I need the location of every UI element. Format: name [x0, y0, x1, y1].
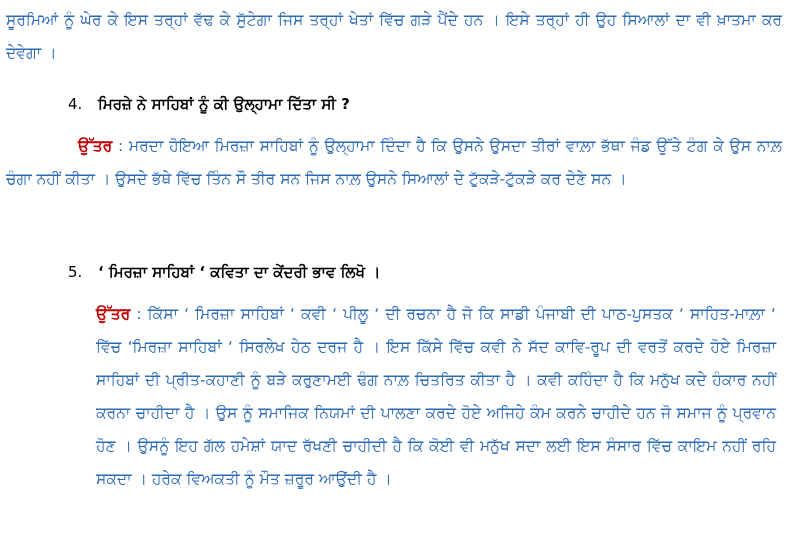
question-4 [68, 92, 768, 116]
question-number: 4. [68, 95, 83, 113]
answer-label: ਉੱਤਰ [96, 305, 131, 323]
answer-4 [6, 130, 782, 196]
question-text: ‘ ਮਿਰਜ਼ਾ ਸਾਹਿਬਾਂ ‘ ਕਵਿਤਾ ਦਾ ਕੇਂਦਰੀ ਭਾਵ ਲਿਖੋ । [98, 263, 381, 281]
question-number: 5. [68, 263, 83, 281]
answer-text: : ਮਰਦਾ ਹੋਇਆ ਮਿਰਜ਼ਾ ਸਾਹਿਬਾਂ ਨੂੰ ਉਲ੍ਹਾਮਾ ਦਿੰਦਾ ਹੈ ਕਿ ਉਸਨੇ ਉਸਦਾ ਤੀਰਾਂ ਵਾਲ਼ਾ ਭੱਥਾ ਜੰਡ ਉੱਤੇ ਟੰਗ ਕੇ ਉਸ ਨਾਲ਼ ਚੰਗਾ ਨਹੀਂ ਕੀਤਾ । ਉਸਦੇ ਭੱਥੇ ਵਿੱਚ ਤਿੰਨ ਸੌ ਤੀਰ ਸਨ ਜਿਸ ਨਾਲ਼ ਉਸਨੇ ਸਿਆਲਾਂ ਦੇ ਟੁੱਕੜੇ-ਟੁੱਕੜੇ ਕਰ ਦੇਣੇ ਸਨ । [6, 137, 782, 188]
answer-5 [96, 298, 776, 496]
intro-paragraph: ਸੂਰਮਿਆਂ ਨੂੰ ਘੇਰ ਕੇ ਇਸ ਤਰ੍ਹਾਂ ਵੱਢ ਕੇ ਸੁੱਟੇਗਾ ਜਿਸ ਤਰ੍ਹਾਂ ਖੇਤਾਂ ਵਿੱਚ ਗੜੇ ਪੈਂਦੇ ਹਨ । ਇਸੇ ਤਰ੍ਹਾਂ ਹੀ ਉਹ ਸਿਆਲਾਂ ਦਾ ਵੀ ਖ਼ਾਤਮਾ ਕਰ ਦੇਵੇਗਾ । [6, 11, 782, 62]
question-text: ਮਿਰਜ਼ੇ ਨੇ ਸਾਹਿਬਾਂ ਨੂੰ ਕੀ ਉਲ੍ਹਾਮਾ ਦਿੱਤਾ ਸੀ ? [98, 95, 350, 113]
answer-text: : ਕਿੱਸਾ ‘ ਮਿਰਜ਼ਾ ਸਾਹਿਬਾਂ ‘ ਕਵੀ ‘ ਪੀਲੂ ‘ ਦੀ ਰਚਨਾ ਹੈ ਜੋ ਕਿ ਸਾਡੀ ਪੰਜਾਬੀ ਦੀ ਪਾਠ-ਪੁਸਤਕ ‘ ਸਾਹਿਤ-ਮਾਲ਼ਾ ‘ ਵਿੱਚ ‘ਮਿਰਜ਼ਾ ਸਾਹਿਬਾਂ ‘ ਸਿਰਲੇਖ ਹੇਠ ਦਰਜ ਹੈ । ਇਸ ਕਿੱਸੇ ਵਿੱਚ ਕਵੀ ਨੇ ਸੱਦ ਕਾਵਿ-ਰੂਪ ਦੀ ਵਰਤੋਂ ਕਰਦੇ ਹੋਏ ਮਿਰਜ਼ਾ ਸਾਹਿਬਾਂ ਦੀ ਪ੍ਰੀਤ-ਕਹਾਣੀ ਨੂੰ ਬੜੇ ਕਰੁਣਾਮਈ ਢੰਗ ਨਾਲ਼ ਚਿਤਰਿਤ ਕੀਤਾ ਹੈ । ਕਵੀ ਕਹਿੰਦਾ ਹੈ ਕਿ ਮਨੁੱਖ ਕਦੇ ਹੰਕਾਰ ਨਹੀਂ ਕਰਨਾ ਚਾਹੀਦਾ ਹੈ । ਉਸ ਨੂੰ ਸਮਾਜਿਕ ਨਿਯਮਾਂ ਦੀ ਪਾਲਣਾ ਕਰਦੇ ਹੋਏ ਅਜਿਹੇ ਕੰਮ ਕਰਨੇ ਚਾਹੀਦੇ ਹਨ ਜੋ ਸਮਾਜ ਨੂੰ ਪ੍ਰਵਾਨ ਹੋਣ । ਉਸਨੂੰ ਇਹ ਗੱਲ ਹਮੇਸ਼ਾਂ ਯਾਦ ਰੱਖਣੀ ਚਾਹੀਦੀ ਹੈ ਕਿ ਕੋਈ ਵੀ ਮਨੁੱਖ ਸਦਾ ਲਈ ਇਸ ਸੰਸਾਰ ਵਿੱਚ ਕਾਇਮ ਨਹੀਂ ਰਹਿ ਸਕਦਾ । ਹਰੇਕ ਵਿਅਕਤੀ ਨੂੰ ਮੌਤ ਜ਼ਰੂਰ ਆਉਂਦੀ ਹੈ । [96, 305, 776, 488]
question-5 [68, 260, 768, 284]
answer-label: ਉੱਤਰ [78, 137, 113, 155]
